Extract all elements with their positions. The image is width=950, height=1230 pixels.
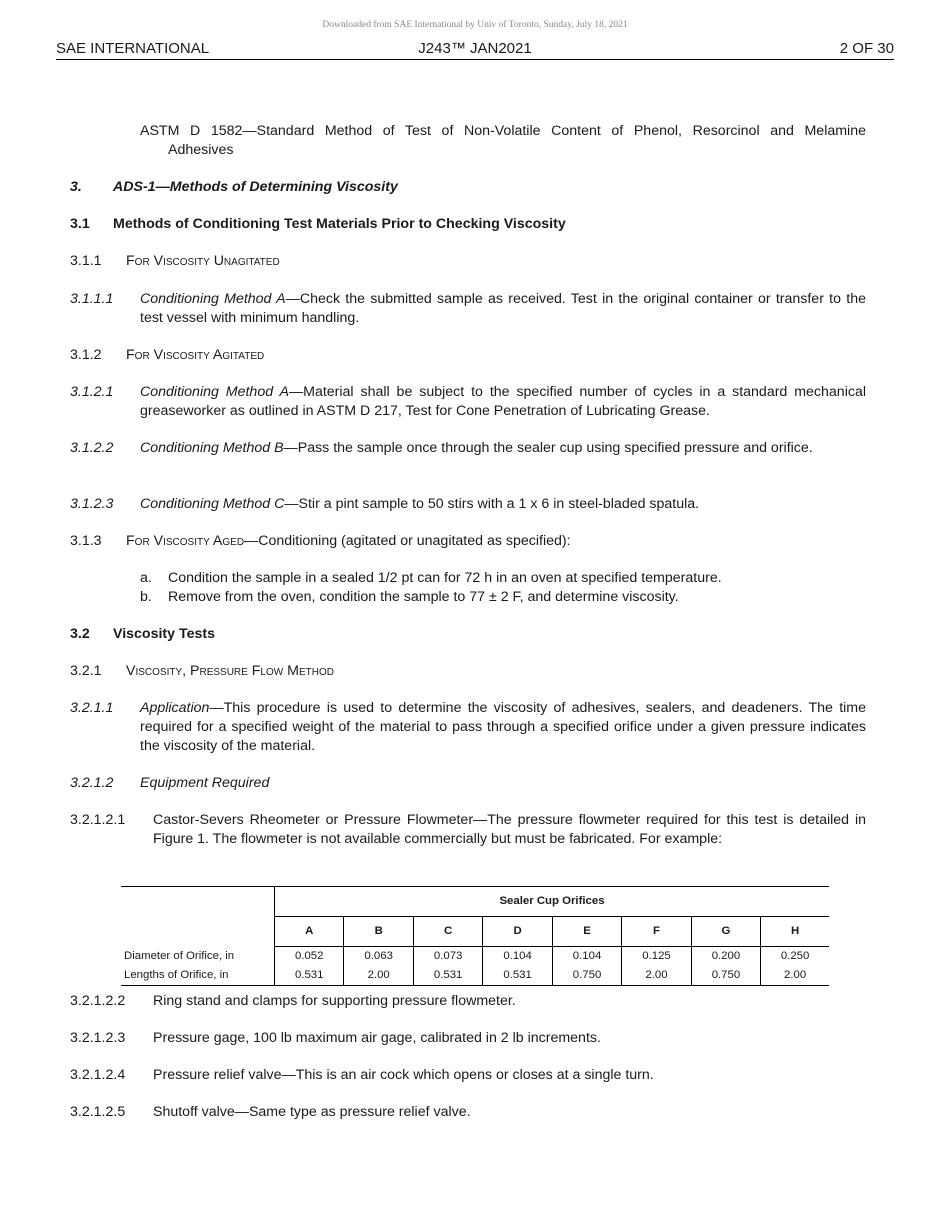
section-3-2-1-2-title: Equipment Required — [140, 775, 270, 791]
section-3-1-1-1-paragraph — [140, 290, 866, 328]
list-item-a-text: Condition the sample in a sealed 1/2 pt can for 72 h in an oven at specified temperature. — [168, 570, 722, 586]
reference-astm-d1582: ASTM D 1582—Standard Method of Test of Non-Volatile Content of Phenol, Resorcinol and Melamine — [140, 123, 866, 139]
column-header: G — [691, 917, 760, 947]
section-3-2-1-1-number: 3.2.1.1 — [70, 700, 114, 716]
section-3-1-3-text: —Conditioning (agitated or unagitated as specified): — [244, 533, 571, 549]
section-3-1-2-3-paragraph — [140, 495, 866, 514]
table-cell: 0.531 — [275, 966, 344, 986]
section-3-2-1-number: 3.2.1 — [70, 663, 102, 679]
section-3-2-1-1-label: Application — [140, 700, 210, 716]
section-3-2-1-2-2-text: Ring stand and clamps for supporting pressure flowmeter. — [153, 993, 516, 1009]
section-3-2-1-title: Viscosity, Pressure Flow Method — [126, 663, 334, 679]
section-3-1-2-1-text: —Material shall be subject to the specified number of cycles in a standard mechanical greaseworker as outlined in ASTM D 217, Test for Cone Penetration of Lubricating Grease. — [140, 384, 866, 419]
section-3-2-1-2-3-number: 3.2.1.2.3 — [70, 1030, 126, 1046]
table-cell: 0.250 — [761, 947, 829, 967]
list-item-b-text: Remove from the oven, condition the sample to 77 ± 2 F, and determine viscosity. — [168, 589, 679, 605]
table-title: Sealer Cup Orifices — [275, 887, 830, 917]
table-corner-cell — [121, 917, 275, 947]
header-publisher: SAE INTERNATIONAL — [56, 40, 210, 57]
section-3-2-1-2-5-text: Shutoff valve—Same type as pressure relief valve. — [153, 1104, 471, 1120]
section-3-1-2-3-number: 3.1.2.3 — [70, 496, 114, 512]
section-3-2-1-2-1-number: 3.2.1.2.1 — [70, 812, 126, 828]
header-rule — [56, 59, 894, 60]
column-header: E — [552, 917, 621, 947]
section-3-2-1-2-number: 3.2.1.2 — [70, 775, 114, 791]
list-item-a-marker: a. — [140, 570, 152, 586]
section-3-2-1-1-text: —This procedure is used to determine the viscosity of adhesives, sealers, and deadeners. The time required for a specified weight of the material to pass through a specified orifice under a given pressure indicates the viscosity of the material. — [140, 700, 866, 754]
table-cell: 2.00 — [761, 966, 829, 986]
section-3-2-1-2-1-text: Castor-Severs Rheometer or Pressure Flowmeter—The pressure flowmeter required for this test is detailed in Figure 1. The flowmeter is not available commercially but must be fabricated. For example: — [153, 812, 866, 847]
section-3-1-2-1-number: 3.1.2.1 — [70, 384, 114, 400]
column-header: F — [622, 917, 691, 947]
section-3-2-title: Viscosity Tests — [113, 626, 215, 642]
section-3-title: ADS-1—Methods of Determining Viscosity — [113, 179, 398, 195]
section-3-1-1-1-label: Conditioning Method A — [140, 291, 286, 307]
column-header: A — [275, 917, 344, 947]
table-cell: 0.750 — [552, 966, 621, 986]
column-header: B — [344, 917, 413, 947]
table-cell: 0.125 — [622, 947, 691, 967]
section-3-1-3-number: 3.1.3 — [70, 533, 102, 549]
section-3-1-1-number: 3.1.1 — [70, 253, 102, 269]
table-cell: 0.104 — [552, 947, 621, 967]
column-header: H — [761, 917, 829, 947]
section-3-1-2-1-label: Conditioning Method A — [140, 384, 289, 400]
column-header: D — [483, 917, 552, 947]
table-cell: 0.104 — [483, 947, 552, 967]
section-3-2-1-2-4-number: 3.2.1.2.4 — [70, 1067, 126, 1083]
row-label: Lengths of Orifice, in — [121, 966, 275, 986]
row-label: Diameter of Orifice, in — [124, 949, 235, 962]
table-cell: 2.00 — [622, 966, 691, 986]
table-cell: 0.052 — [275, 947, 344, 967]
table-header-row — [121, 917, 829, 947]
section-3-1-number: 3.1 — [70, 216, 90, 232]
section-3-number: 3. — [70, 179, 82, 195]
sealer-cup-orifices-table — [121, 886, 829, 986]
table-cell: 0.531 — [413, 966, 482, 986]
section-3-1-1-1-number: 3.1.1.1 — [70, 291, 114, 307]
section-3-1-2-title: For Viscosity Agitated — [126, 347, 265, 363]
section-3-1-2-number: 3.1.2 — [70, 347, 102, 363]
table-cell: 0.531 — [483, 966, 552, 986]
table-cell: 0.200 — [691, 947, 760, 967]
section-3-2-1-2-5-number: 3.2.1.2.5 — [70, 1104, 126, 1120]
section-3-1-2-2-text: —Pass the sample once through the sealer cup using specified pressure and orifice. — [283, 440, 813, 456]
section-3-1-2-2-number: 3.1.2.2 — [70, 440, 114, 456]
table-cell: 0.063 — [344, 947, 413, 967]
section-3-2-1-2-2-number: 3.2.1.2.2 — [70, 993, 126, 1009]
section-3-1-3-heading — [126, 532, 571, 551]
section-3-1-3-title: For Viscosity Aged — [126, 533, 245, 549]
column-header: C — [413, 917, 482, 947]
section-3-1-1-1-text: —Check the submitted sample as received. Test in the original container or transfer to the test vessel with minimum handling. — [140, 291, 866, 326]
table-cell: 0.073 — [413, 947, 482, 967]
table-corner-cell — [121, 887, 275, 917]
reference-astm-d1582-cont: Adhesives — [168, 142, 234, 158]
section-3-1-1-title: For Viscosity Unagitated — [126, 253, 280, 269]
header-document-id: J243™ JAN2021 — [418, 40, 532, 57]
table-cell: 0.750 — [691, 966, 760, 986]
table-row — [121, 966, 829, 986]
section-3-1-2-2-label: Conditioning Method B — [140, 440, 284, 456]
download-watermark: Downloaded from SAE International by Univ of Toronto, Sunday, July 18, 2021 — [322, 20, 628, 30]
header-page-number: 2 OF 30 — [839, 40, 894, 57]
section-3-2-number: 3.2 — [70, 626, 90, 642]
section-3-1-2-2-paragraph — [140, 439, 866, 458]
section-3-2-1-2-4-text: Pressure relief valve—This is an air cock which opens or closes at a single turn. — [153, 1067, 654, 1083]
table-row — [121, 947, 829, 967]
list-item-b-marker: b. — [140, 589, 152, 605]
table-cell: 2.00 — [344, 966, 413, 986]
section-3-1-2-1-paragraph — [140, 383, 866, 421]
section-3-1-2-3-text: —Stir a pint sample to 50 stirs with a 1 x 6 in steel-bladed spatula. — [284, 496, 700, 512]
table-title-row — [121, 887, 829, 917]
section-3-1-2-3-label: Conditioning Method C — [140, 496, 285, 512]
section-3-2-1-1-paragraph — [140, 699, 866, 756]
section-3-2-1-2-3-text: Pressure gage, 100 lb maximum air gage, calibrated in 2 lb increments. — [153, 1030, 601, 1046]
section-3-1-title: Methods of Conditioning Test Materials Prior to Checking Viscosity — [113, 216, 566, 232]
